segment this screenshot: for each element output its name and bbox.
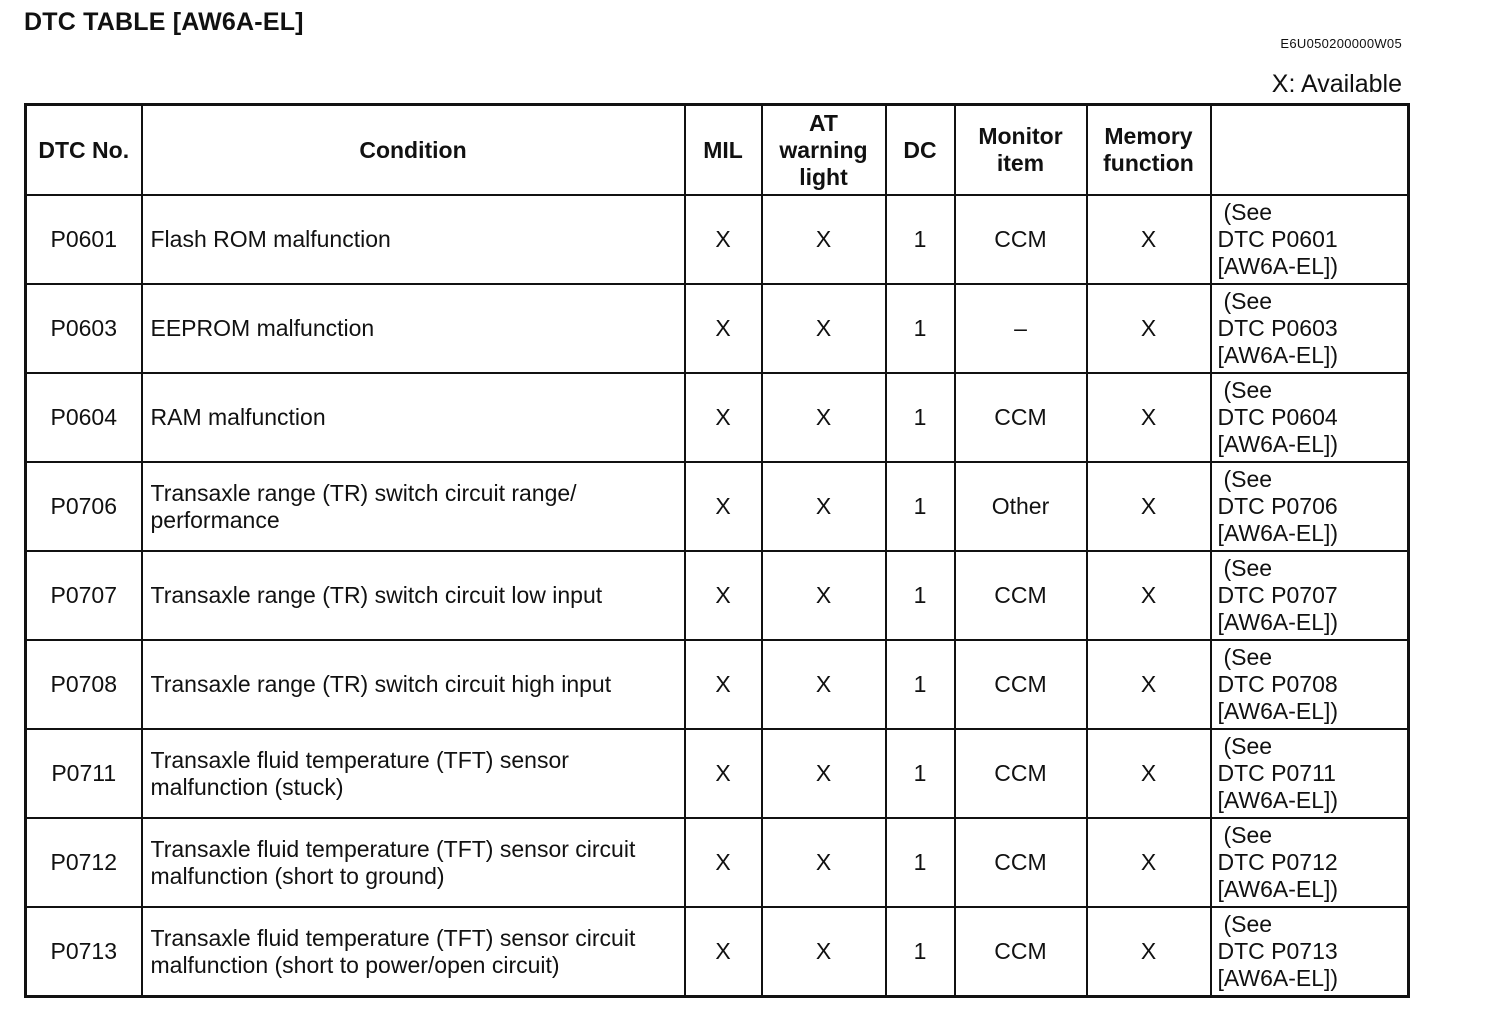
monitor-item-cell: CCM bbox=[955, 729, 1087, 818]
header-at-warning-light bbox=[762, 105, 886, 196]
monitor-item-cell: CCM bbox=[955, 195, 1087, 284]
at-warning-light-cell: X bbox=[762, 284, 886, 373]
header-monitor-item bbox=[955, 105, 1087, 196]
condition-cell bbox=[142, 640, 685, 729]
dc-cell: 1 bbox=[886, 462, 955, 551]
document-code: E6U050200000W05 bbox=[1280, 36, 1402, 51]
dtc-code-cell: P0706 bbox=[26, 462, 142, 551]
memory-function-cell: X bbox=[1087, 195, 1211, 284]
reference-link[interactable]: (See bbox=[1223, 911, 1273, 937]
reference-link[interactable]: DTC P0712 bbox=[1217, 849, 1338, 875]
condition-line: Transaxle fluid temperature (TFT) sensor circuit bbox=[150, 924, 636, 951]
at-warning-light-cell: X bbox=[762, 907, 886, 997]
table-row bbox=[26, 551, 1409, 640]
condition-line: Transaxle fluid temperature (TFT) sensor circuit bbox=[150, 835, 636, 862]
mil-cell: X bbox=[685, 551, 762, 640]
mil-cell: X bbox=[685, 284, 762, 373]
dtc-code-cell: P0604 bbox=[26, 373, 142, 462]
monitor-item-cell: CCM bbox=[955, 373, 1087, 462]
reference-link[interactable]: (See bbox=[1223, 733, 1273, 759]
header-memory-function-line: Memory bbox=[1104, 123, 1193, 149]
mil-cell: X bbox=[685, 462, 762, 551]
condition-cell bbox=[142, 373, 685, 462]
dc-cell: 1 bbox=[886, 640, 955, 729]
condition-line: malfunction (short to power/open circuit) bbox=[150, 951, 560, 978]
condition-cell bbox=[142, 729, 685, 818]
at-warning-light-cell: X bbox=[762, 462, 886, 551]
reference-link[interactable]: [AW6A-EL]) bbox=[1217, 342, 1339, 368]
dtc-code-cell: P0708 bbox=[26, 640, 142, 729]
dtc-code-cell: P0713 bbox=[26, 907, 142, 997]
dtc-code-cell: P0603 bbox=[26, 284, 142, 373]
reference-link[interactable]: [AW6A-EL]) bbox=[1217, 520, 1339, 546]
page-title: DTC TABLE [AW6A-EL] bbox=[24, 8, 304, 36]
header-at-warning-light-line: light bbox=[799, 163, 848, 190]
reference-link[interactable]: (See bbox=[1223, 377, 1273, 403]
reference-link[interactable]: DTC P0706 bbox=[1217, 493, 1338, 519]
legend: X: Available bbox=[1271, 70, 1402, 98]
header-mil: MIL bbox=[685, 105, 762, 196]
memory-function-cell: X bbox=[1087, 284, 1211, 373]
reference-link[interactable]: DTC P0708 bbox=[1217, 671, 1338, 697]
reference-link[interactable]: DTC P0601 bbox=[1217, 226, 1338, 252]
at-warning-light-cell: X bbox=[762, 373, 886, 462]
header-at-warning-light-line: AT bbox=[809, 109, 838, 136]
table-header-row bbox=[26, 105, 1409, 196]
mil-cell: X bbox=[685, 373, 762, 462]
monitor-item-cell: Other bbox=[955, 462, 1087, 551]
header-reference bbox=[1211, 105, 1409, 196]
header-monitor-item-line: item bbox=[996, 150, 1045, 176]
reference-link[interactable]: DTC P0711 bbox=[1217, 760, 1336, 786]
monitor-item-cell: CCM bbox=[955, 551, 1087, 640]
condition-line: performance bbox=[150, 506, 280, 533]
dtc-table bbox=[24, 103, 1410, 998]
mil-cell: X bbox=[685, 729, 762, 818]
table-row bbox=[26, 729, 1409, 818]
table-body bbox=[26, 195, 1409, 997]
table-row bbox=[26, 907, 1409, 997]
table-row bbox=[26, 818, 1409, 907]
header-monitor-item-line: Monitor bbox=[978, 123, 1063, 149]
reference-link[interactable]: DTC P0707 bbox=[1217, 582, 1338, 608]
condition-line: Flash ROM malfunction bbox=[150, 226, 391, 252]
monitor-item-cell: – bbox=[955, 284, 1087, 373]
mil-cell: X bbox=[685, 818, 762, 907]
condition-cell bbox=[142, 551, 685, 640]
reference-link[interactable]: [AW6A-EL]) bbox=[1217, 698, 1339, 724]
reference-cell bbox=[1211, 640, 1409, 729]
reference-link[interactable]: [AW6A-EL]) bbox=[1217, 965, 1339, 991]
condition-line: Transaxle range (TR) switch circuit low input bbox=[150, 582, 603, 608]
dc-cell: 1 bbox=[886, 195, 955, 284]
table-row bbox=[26, 373, 1409, 462]
table-row bbox=[26, 284, 1409, 373]
reference-cell bbox=[1211, 551, 1409, 640]
reference-link[interactable]: DTC P0713 bbox=[1217, 938, 1338, 964]
header-dc: DC bbox=[886, 105, 955, 196]
reference-link[interactable]: (See bbox=[1223, 644, 1273, 670]
monitor-item-cell: CCM bbox=[955, 640, 1087, 729]
reference-link[interactable]: DTC P0604 bbox=[1217, 404, 1338, 430]
reference-link[interactable]: (See bbox=[1223, 822, 1273, 848]
table-row bbox=[26, 640, 1409, 729]
monitor-item-cell: CCM bbox=[955, 907, 1087, 997]
dtc-code-cell: P0707 bbox=[26, 551, 142, 640]
condition-line: Transaxle range (TR) switch circuit range/ bbox=[150, 479, 577, 506]
reference-link[interactable]: (See bbox=[1223, 199, 1273, 225]
reference-cell bbox=[1211, 818, 1409, 907]
dc-cell: 1 bbox=[886, 907, 955, 997]
condition-line: EEPROM malfunction bbox=[150, 315, 375, 341]
condition-cell bbox=[142, 462, 685, 551]
memory-function-cell: X bbox=[1087, 462, 1211, 551]
reference-link[interactable]: (See bbox=[1223, 555, 1273, 581]
dtc-code-cell: P0711 bbox=[26, 729, 142, 818]
condition-cell bbox=[142, 907, 685, 997]
reference-link[interactable]: DTC P0603 bbox=[1217, 315, 1338, 341]
condition-cell bbox=[142, 818, 685, 907]
table-row bbox=[26, 462, 1409, 551]
dtc-code-cell: P0601 bbox=[26, 195, 142, 284]
dc-cell: 1 bbox=[886, 284, 955, 373]
at-warning-light-cell: X bbox=[762, 195, 886, 284]
mil-cell: X bbox=[685, 640, 762, 729]
memory-function-cell: X bbox=[1087, 729, 1211, 818]
reference-link[interactable]: [AW6A-EL]) bbox=[1217, 609, 1339, 635]
reference-link[interactable]: [AW6A-EL]) bbox=[1217, 431, 1339, 457]
condition-line: malfunction (short to ground) bbox=[150, 862, 445, 889]
memory-function-cell: X bbox=[1087, 373, 1211, 462]
condition-line: malfunction (stuck) bbox=[150, 773, 344, 800]
condition-cell bbox=[142, 195, 685, 284]
dtc-code-cell: P0712 bbox=[26, 818, 142, 907]
reference-link[interactable]: [AW6A-EL]) bbox=[1217, 787, 1339, 813]
reference-link[interactable]: (See bbox=[1223, 288, 1273, 314]
reference-cell bbox=[1211, 729, 1409, 818]
memory-function-cell: X bbox=[1087, 907, 1211, 997]
condition-line: Transaxle fluid temperature (TFT) sensor bbox=[150, 746, 569, 773]
table-row bbox=[26, 195, 1409, 284]
memory-function-cell: X bbox=[1087, 640, 1211, 729]
reference-link[interactable]: [AW6A-EL]) bbox=[1217, 253, 1339, 279]
at-warning-light-cell: X bbox=[762, 729, 886, 818]
reference-cell bbox=[1211, 462, 1409, 551]
memory-function-cell: X bbox=[1087, 818, 1211, 907]
header-at-warning-light-line: warning bbox=[779, 136, 868, 163]
at-warning-light-cell: X bbox=[762, 551, 886, 640]
reference-link[interactable]: [AW6A-EL]) bbox=[1217, 876, 1339, 902]
dc-cell: 1 bbox=[886, 551, 955, 640]
dc-cell: 1 bbox=[886, 373, 955, 462]
monitor-item-cell: CCM bbox=[955, 818, 1087, 907]
reference-cell bbox=[1211, 195, 1409, 284]
mil-cell: X bbox=[685, 907, 762, 997]
header-memory-function-line: function bbox=[1103, 150, 1194, 176]
condition-line: RAM malfunction bbox=[150, 404, 326, 430]
memory-function-cell: X bbox=[1087, 551, 1211, 640]
reference-link[interactable]: (See bbox=[1223, 466, 1273, 492]
mil-cell: X bbox=[685, 195, 762, 284]
header-dtc-no: DTC No. bbox=[26, 105, 142, 196]
condition-cell bbox=[142, 284, 685, 373]
condition-line: Transaxle range (TR) switch circuit high input bbox=[150, 671, 612, 697]
at-warning-light-cell: X bbox=[762, 818, 886, 907]
header-condition: Condition bbox=[142, 105, 685, 196]
dc-cell: 1 bbox=[886, 729, 955, 818]
reference-cell bbox=[1211, 907, 1409, 997]
reference-cell bbox=[1211, 373, 1409, 462]
header-memory-function bbox=[1087, 105, 1211, 196]
dc-cell: 1 bbox=[886, 818, 955, 907]
at-warning-light-cell: X bbox=[762, 640, 886, 729]
reference-cell bbox=[1211, 284, 1409, 373]
